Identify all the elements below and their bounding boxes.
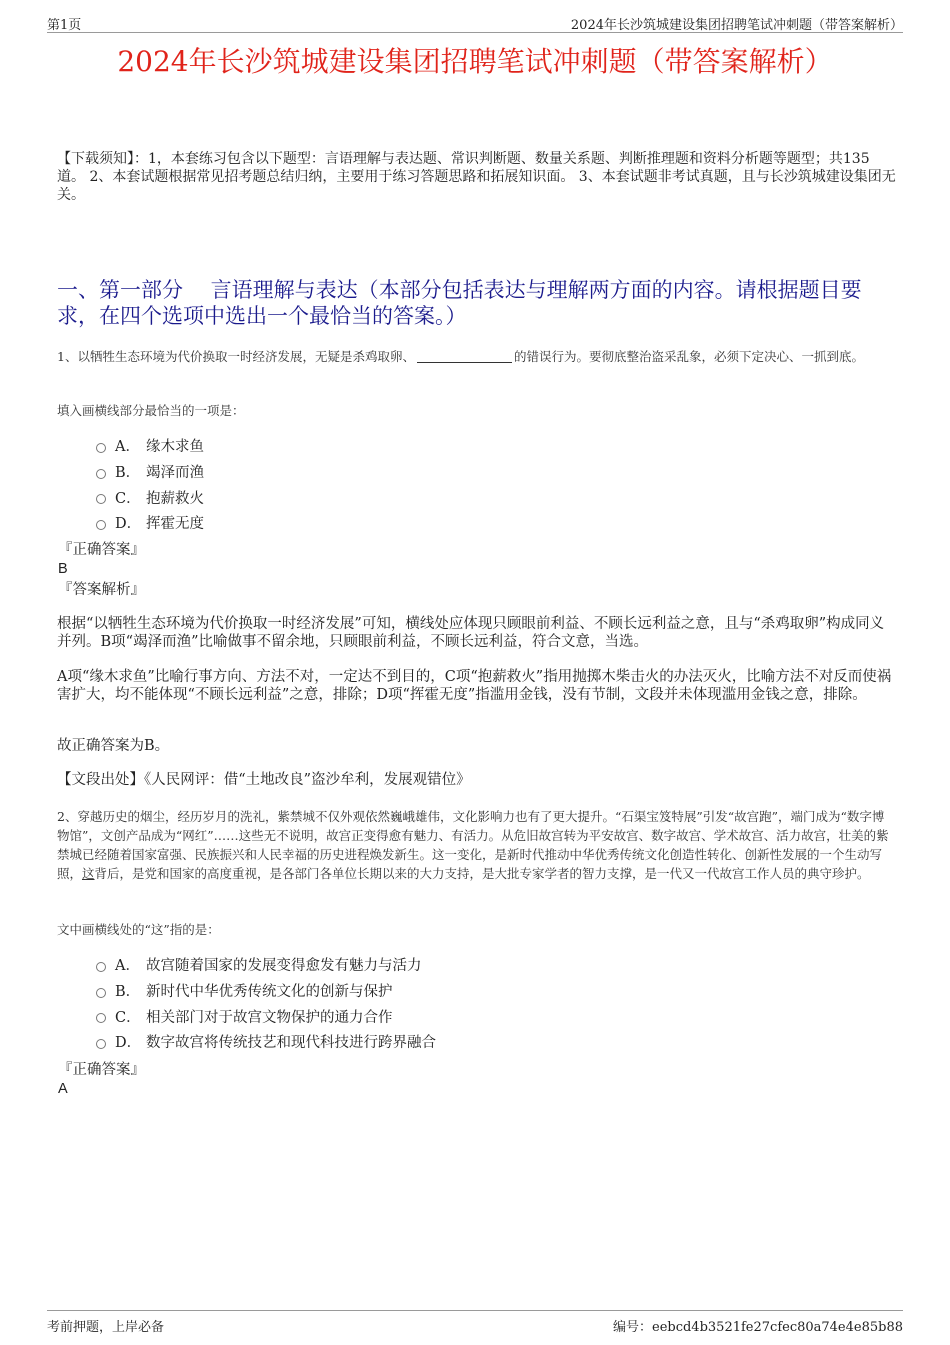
option-text: 新时代中华优秀传统文化的创新与保护 bbox=[146, 984, 393, 1001]
answer-value: B bbox=[58, 561, 68, 577]
radio-icon[interactable] bbox=[96, 469, 106, 479]
page-footer bbox=[47, 1310, 903, 1335]
radio-icon[interactable] bbox=[96, 1039, 106, 1049]
question-2-stem-part-b: 背后，是党和国家的高度重视，是各部门各单位长期以来的大力支持，是大批专家学者的智力支撑，是一代又一代故宫工作人员的典守珍护。 bbox=[94, 866, 870, 881]
option-letter: C． bbox=[115, 490, 141, 507]
radio-icon[interactable] bbox=[96, 1013, 106, 1023]
fill-blank bbox=[417, 349, 512, 363]
underlined-word: 这 bbox=[82, 866, 95, 881]
option-d[interactable] bbox=[96, 1029, 436, 1055]
analysis-conclusion: 故正确答案为B。 bbox=[57, 738, 170, 754]
option-text: 挥霍无度 bbox=[146, 516, 204, 533]
option-text: 相关部门对于故宫文物保护的通力合作 bbox=[146, 1009, 393, 1026]
option-letter: A． bbox=[115, 958, 140, 975]
option-letter: D． bbox=[115, 516, 142, 533]
question-2-options bbox=[96, 952, 436, 1055]
option-letter: C． bbox=[115, 1009, 141, 1026]
option-b[interactable] bbox=[96, 459, 204, 485]
page-header bbox=[47, 14, 903, 33]
answer-label: 『正确答案』 bbox=[58, 1062, 145, 1078]
radio-icon[interactable] bbox=[96, 520, 106, 530]
document-id: 编号：eebcd4b3521fe27cfec80a74e4e85b88 bbox=[613, 1320, 903, 1335]
section-title: 一、第一部分 言语理解与表达（本部分包括表达与理解两方面的内容。请根据题目要求，在四个选项中选出一个最恰当的答案。） bbox=[57, 278, 862, 328]
analysis-label: 『答案解析』 bbox=[58, 582, 145, 598]
option-letter: B． bbox=[115, 465, 141, 482]
radio-icon[interactable] bbox=[96, 962, 106, 972]
option-c[interactable] bbox=[96, 484, 204, 510]
question-1-stem bbox=[57, 347, 892, 366]
option-a[interactable] bbox=[96, 433, 204, 459]
option-b[interactable] bbox=[96, 978, 436, 1004]
question-1-stem-part-b: 的错误行为。要彻底整治盗采乱象，必须下定决心、一抓到底。 bbox=[513, 349, 864, 364]
analysis-paragraph-1: 根据“以牺牲生态环境为代价换取一时经济发展”可知，横线处应体现只顾眼前利益、不顾长远利益之意，且与“杀鸡取卵”构成同义并列。B项“竭泽而渔”比喻做事不留余地，只顾眼前利益，不顾长远利益，符合文意，当选。 bbox=[57, 616, 885, 650]
option-letter: D． bbox=[115, 1035, 142, 1052]
radio-icon[interactable] bbox=[96, 988, 106, 998]
header-doc-title: 2024年长沙筑城建设集团招聘笔试冲刺题（带答案解析） bbox=[570, 18, 903, 33]
question-2-stem bbox=[57, 807, 892, 883]
option-letter: B． bbox=[115, 984, 141, 1001]
document-title: 2024年长沙筑城建设集团招聘笔试冲刺题（带答案解析） bbox=[117, 45, 833, 78]
option-c[interactable] bbox=[96, 1003, 436, 1029]
option-a[interactable] bbox=[96, 952, 436, 978]
answer-value: A bbox=[58, 1081, 68, 1097]
option-text: 竭泽而渔 bbox=[146, 465, 204, 482]
option-text: 抱薪救火 bbox=[146, 490, 204, 507]
option-text: 数字故宫将传统技艺和现代科技进行跨界融合 bbox=[146, 1035, 436, 1052]
option-letter: A． bbox=[115, 439, 140, 456]
question-2-prompt: 文中画横线处的“这”指的是： bbox=[57, 922, 220, 937]
question-1-prompt: 填入画横线部分最恰当的一项是： bbox=[57, 403, 245, 418]
page-number: 第1页 bbox=[47, 18, 82, 33]
question-1-options bbox=[96, 433, 204, 536]
radio-icon[interactable] bbox=[96, 494, 106, 504]
question-2-stem-part-a: 2、穿越历史的烟尘，经历岁月的洗礼，紫禁城不仅外观依然巍峨雄伟，文化影响力也有了更大提升。“石渠宝笈特展”引发“故宫跑”，端门成为“数字博物馆”，文创产品成为“网红”……这些无不说明，故宫正变得愈有魅力、有活力。从危旧故宫转为平安故宫、数字故宫、学术故宫、活力故宫，壮美的紫禁城已经随着国家富强、民族振兴和人民幸福的历史进程焕发新生。这一变化，是新时代推动中华优秀传统文化创造性转化、创新性发展的一个生动写照， bbox=[57, 809, 889, 881]
text-source: 【文段出处】《人民网评：借“土地改良”盗沙牟利，发展观错位》 bbox=[57, 772, 471, 788]
option-d[interactable] bbox=[96, 510, 204, 536]
option-text: 缘木求鱼 bbox=[146, 439, 204, 456]
footer-slogan: 考前押题，上岸必备 bbox=[47, 1320, 165, 1335]
option-text: 故宫随着国家的发展变得愈发有魅力与活力 bbox=[146, 958, 422, 975]
download-notice: 【下载须知】：1，本套练习包含以下题型：言语理解与表达题、常识判断题、数量关系题、判断推理题和资料分析题等题型；共135道。 2、本套试题根据常见招考题总结归纳，主要用于练习答题思路和拓展知识面。 3、本套试题非考试真题，且与长沙筑城建设集团无关。 bbox=[57, 151, 896, 203]
question-1-stem-part-a: 1、以牺牲生态环境为代价换取一时经济发展，无疑是杀鸡取卵、 bbox=[57, 349, 415, 364]
analysis-paragraph-2: A项“缘木求鱼”比喻行事方向、方法不对，一定达不到目的，C项“抱薪救火”指用抛掷木柴击火的办法灭火，比喻方法不对反而使祸害扩大，均不能体现“不顾长远利益”之意，排除；D项“挥霍无度”指滥用金钱，没有节制，文段并未体现滥用金钱之意，排除。 bbox=[57, 669, 892, 703]
radio-icon[interactable] bbox=[96, 443, 106, 453]
answer-label: 『正确答案』 bbox=[58, 542, 145, 558]
